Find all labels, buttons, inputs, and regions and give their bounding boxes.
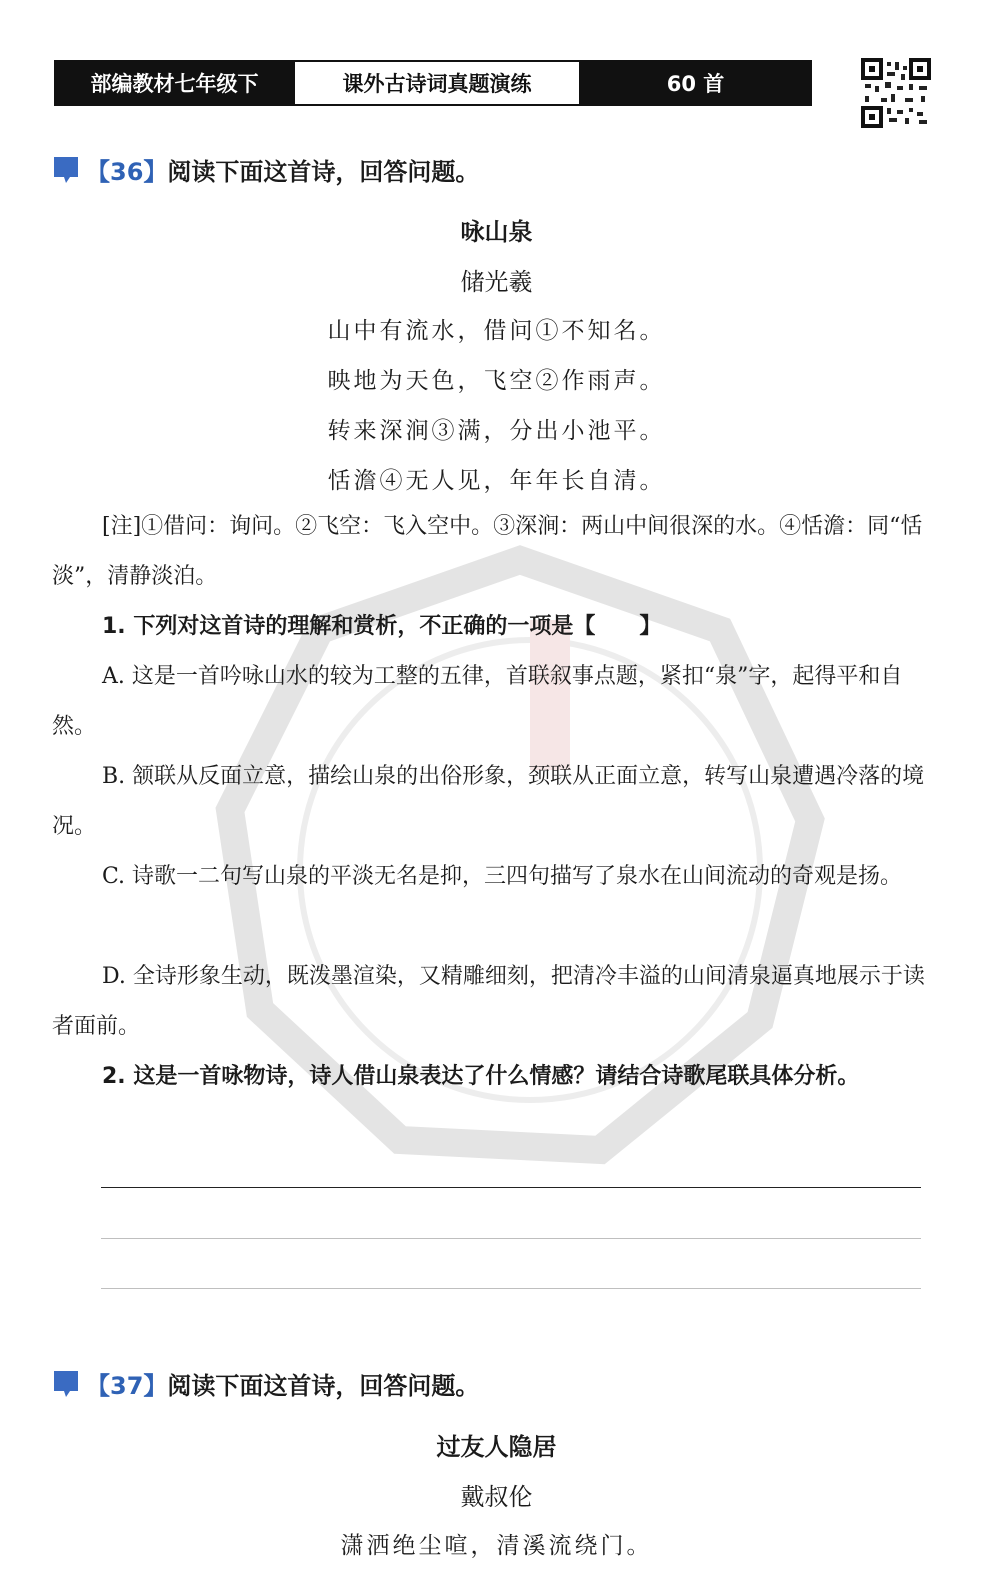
option-b: B. 颔联从反面立意，描绘山泉的出俗形象，颈联从正面立意，转写山泉遭遇冷落的境况。	[52, 764, 925, 839]
header-bar	[54, 60, 812, 106]
poem-line: 映地为天色，飞空②作雨声。	[327, 368, 666, 394]
option-c: C. 诗歌一二句写山泉的平淡无名是抑，三四句描写了泉水在山间流动的奇观是扬。	[102, 864, 903, 889]
poem-line: 恬澹④无人见，年年长自清。	[327, 468, 666, 494]
poem-author: 戴叔伦	[460, 1483, 533, 1511]
poem-title: 过友人隐居	[436, 1433, 557, 1461]
answer-line[interactable]	[101, 1288, 921, 1289]
question-prompt: 阅读下面这首诗，回答问题。	[167, 1372, 480, 1400]
question-number: 【36】	[86, 158, 168, 186]
qr-code-icon	[861, 58, 931, 128]
question-prompt: 阅读下面这首诗，回答问题。	[167, 158, 480, 186]
option-a: A. 这是一首吟咏山水的较为工整的五律，首联叙事点题，紧扣“泉”字，起得平和自然。	[52, 664, 903, 739]
poem-title: 咏山泉	[460, 218, 533, 246]
question-36-heading	[52, 152, 479, 187]
sub-question-1: 1. 下列对这首诗的理解和赏析，不正确的一项是【 】	[102, 614, 662, 639]
poem-author: 储光羲	[460, 268, 533, 296]
sub-question-2: 2. 这是一首咏物诗，诗人借山泉表达了什么情感？请结合诗歌尾联具体分析。	[102, 1064, 860, 1089]
header-title: 课外古诗词真题演练	[293, 62, 581, 104]
bookmark-icon	[52, 155, 82, 185]
question-37-heading	[52, 1366, 479, 1401]
header-grade: 部编教材七年级下	[56, 62, 293, 104]
poem-note: [注]①借问：询问。②飞空：飞入空中。③深涧：两山中间很深的水。④恬澹：同“恬淡”，清静淡泊。	[52, 514, 923, 589]
answer-line[interactable]	[101, 1187, 921, 1188]
option-d: D. 全诗形象生动，既泼墨渲染，又精雕细刻，把清冷丰溢的山间清泉逼真地展示于读者面前。	[52, 964, 925, 1039]
poem-line: 山中有流水，借问①不知名。	[327, 318, 666, 344]
question-number: 【37】	[86, 1372, 168, 1400]
poem-line: 转来深涧③满，分出小池平。	[327, 418, 666, 444]
poem-line: 潇洒绝尘喧，清溪流绕门。	[340, 1533, 653, 1559]
bookmark-icon	[52, 1369, 82, 1399]
answer-line[interactable]	[101, 1238, 921, 1239]
header-count: 60 首	[581, 62, 810, 104]
